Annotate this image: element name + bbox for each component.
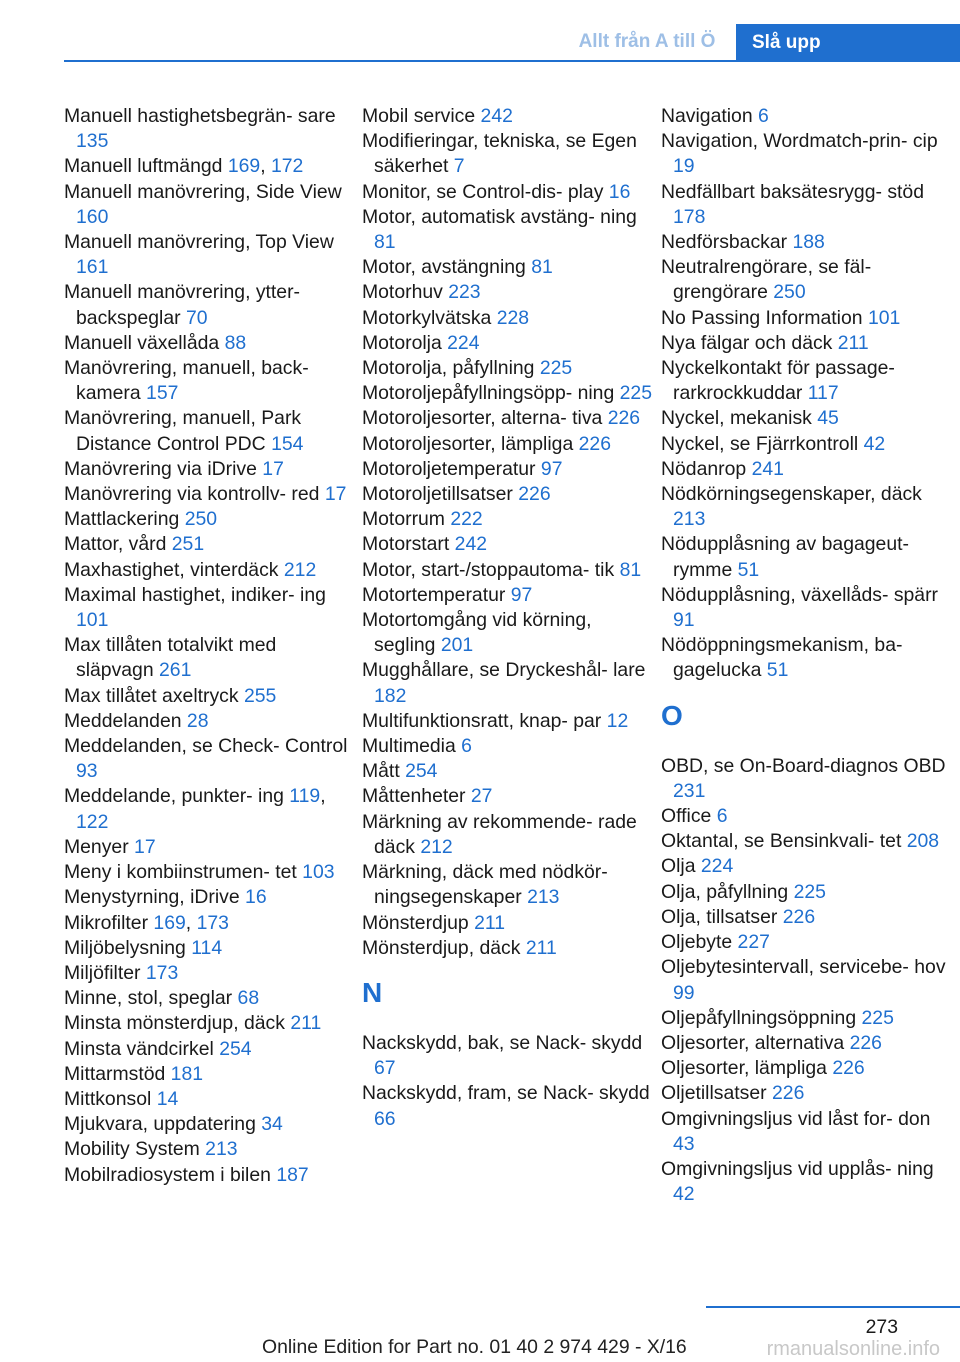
index-term: Neutralrengörare, se fäl‐ grengörare — [661, 256, 872, 304]
index-entry — [661, 306, 951, 331]
page-link[interactable]: 97 — [540, 457, 563, 480]
index-entry — [64, 482, 354, 507]
page-link[interactable]: 81 — [619, 558, 642, 581]
page-link[interactable]: 182 — [374, 684, 407, 707]
page-link[interactable]: 6 — [758, 105, 769, 127]
index-entry — [362, 129, 652, 179]
index-term: Motor, start-/stoppautoma‐ tik — [362, 558, 620, 581]
page-link[interactable]: 226 — [772, 1082, 805, 1105]
page-link[interactable]: 226 — [518, 483, 551, 506]
page-link[interactable]: 231 — [673, 779, 706, 802]
index-term: Manövrering via kontrollv‐ red — [64, 483, 325, 506]
index-term: Manuell manövrering, Top View — [64, 231, 334, 254]
index-term: Manövrering, manuell, back‐ kamera — [64, 357, 309, 405]
index-entry — [64, 709, 354, 734]
index-entry — [362, 936, 652, 961]
index-term: Maxhastighet, vinterdäck — [64, 558, 284, 581]
page-link[interactable]: 19 — [673, 155, 695, 178]
page-link[interactable]: 228 — [496, 306, 530, 329]
page-link[interactable]: 14 — [156, 1087, 179, 1110]
index-term: Menyer — [64, 835, 135, 858]
index-term: Maximal hastighet, indiker‐ ing — [64, 583, 326, 606]
index-entry — [661, 633, 951, 683]
index-term: Meddelanden — [64, 709, 187, 732]
index-entry — [64, 583, 354, 633]
index-entry — [661, 180, 951, 230]
index-term: Modifieringar, tekniska, se Egen säkerhet — [362, 130, 637, 178]
index-term: Nödupplåsning av bagageut‐ rymme — [661, 533, 909, 581]
index-term: Nödanrop — [661, 457, 752, 480]
index-term: Oljesorter, alternativa — [661, 1031, 850, 1054]
index-entry — [661, 1006, 951, 1031]
index-term: Olja, tillsatser — [661, 905, 783, 928]
page-link[interactable]: 28 — [186, 709, 209, 732]
index-term: Nyckel, se Fjärrkontroll — [661, 432, 864, 455]
page-link[interactable]: 242 — [480, 105, 513, 127]
page-link[interactable]: 213 — [205, 1138, 238, 1161]
page-link[interactable]: 226 — [782, 905, 816, 928]
index-term: Olja — [661, 855, 701, 878]
page-header — [0, 0, 960, 62]
index-entry — [64, 986, 354, 1011]
page-link[interactable]: 223 — [448, 281, 481, 304]
index-entry — [64, 684, 354, 709]
page-number: 273 — [865, 1316, 898, 1338]
page-link[interactable]: 261 — [159, 659, 192, 682]
index-term: Office — [661, 805, 717, 828]
index-entry — [661, 129, 951, 179]
page-link[interactable]: 225 — [619, 382, 652, 405]
page-link[interactable]: 225 — [539, 357, 573, 380]
index-term: Oljepåfyllningsöppning — [661, 1006, 862, 1029]
page-link[interactable]: 187 — [276, 1163, 309, 1186]
index-entry — [64, 885, 354, 910]
index-entry — [362, 457, 652, 482]
page-link[interactable]: 17 — [324, 483, 347, 506]
index-entry — [661, 754, 951, 804]
page-link[interactable]: 201 — [440, 634, 474, 657]
index-entry — [64, 532, 354, 557]
index-term: Nyckel, mekanisk — [661, 407, 818, 430]
index-term: Nackskydd, fram, se Nack‐ skydd — [362, 1082, 650, 1105]
index-entry — [661, 457, 951, 482]
index-term: Motorrum — [362, 508, 451, 531]
index-entry — [64, 835, 354, 860]
page-link[interactable]: 66 — [374, 1107, 396, 1130]
index-entry — [661, 331, 951, 356]
page-link[interactable]: 7 — [453, 155, 465, 178]
page-link[interactable]: 42 — [673, 1183, 695, 1206]
page-link[interactable]: 226 — [578, 432, 611, 455]
page-link[interactable]: 169 — [227, 155, 261, 178]
page-link[interactable]: 254 — [219, 1037, 252, 1060]
index-term: Meddelanden, se Check- Control — [64, 735, 348, 758]
index-term: Nedförsbackar — [661, 231, 793, 254]
index-entry — [64, 507, 354, 532]
section-letter: N — [362, 976, 383, 1008]
page-link[interactable]: 135 — [76, 130, 109, 153]
page-link[interactable]: 16 — [245, 886, 267, 909]
page-link[interactable]: 213 — [673, 508, 706, 531]
index-term: Motor, automatisk avstäng‐ ning — [362, 205, 637, 228]
index-entry — [661, 1157, 951, 1207]
page-link[interactable]: 42 — [863, 432, 886, 455]
index-entry — [64, 558, 354, 583]
page-link[interactable]: 81 — [374, 231, 396, 254]
page-link[interactable]: 211 — [837, 331, 869, 354]
index-term: Nackskydd, bak, se Nack‐ skydd — [362, 1031, 643, 1054]
index-term: No Passing Information — [661, 306, 868, 329]
index-entry — [64, 1112, 354, 1137]
index-term: Minsta vändcirkel — [64, 1037, 220, 1060]
index-entry — [661, 930, 951, 955]
index-entry — [362, 532, 652, 557]
page-link[interactable]: 250 — [773, 281, 806, 304]
index-entry — [661, 804, 951, 829]
page-link[interactable]: 251 — [171, 533, 205, 556]
page-link[interactable]: 212 — [420, 835, 453, 858]
index-term: Märkning av rekommende‐ rade däck — [362, 810, 637, 858]
page-link[interactable]: 211 — [474, 911, 506, 934]
page-link[interactable]: 117 — [807, 382, 839, 405]
page-link[interactable]: 160 — [76, 205, 109, 228]
index-term: Mönsterdjup, däck — [362, 936, 526, 959]
index-term: Mjukvara, uppdatering — [64, 1113, 262, 1136]
index-entry — [64, 860, 354, 885]
page-link[interactable]: 169 — [153, 911, 186, 934]
index-term: Miljöbelysning — [64, 936, 192, 959]
page-link[interactable]: 225 — [861, 1006, 894, 1029]
index-term: Motoroljetemperatur — [362, 457, 541, 480]
breadcrumb[interactable]: Allt från A till Ö — [578, 31, 716, 52]
index-term: Oktantal, se Bensinkvali‐ tet — [661, 830, 907, 853]
index-term: Mobilradiosystem i bilen — [64, 1163, 277, 1186]
index-entry — [362, 810, 652, 860]
index-entry — [362, 356, 652, 381]
index-term: Motorolja — [362, 331, 448, 354]
index-entry: Mikrofilter 169, 173 — [64, 911, 229, 934]
page-link[interactable]: 51 — [737, 558, 760, 581]
index-term: Motor, avstängning — [362, 256, 532, 279]
index-term: Minne, stol, speglar — [64, 987, 238, 1010]
page-link[interactable]: 188 — [792, 231, 825, 254]
index-entry — [362, 180, 652, 205]
index-column-2 — [362, 104, 652, 1132]
page-link[interactable]: 17 — [262, 457, 284, 480]
page-link[interactable]: 242 — [454, 533, 488, 556]
page-link[interactable]: 68 — [237, 987, 260, 1010]
index-term: Motortomgång vid körning, segling — [362, 609, 592, 657]
index-term: Nödkörningsegenskaper, däck — [661, 483, 922, 506]
index-term: Mikrofilter — [64, 911, 154, 934]
page-link[interactable]: 212 — [283, 558, 317, 581]
index-entry — [362, 583, 652, 608]
page-link[interactable]: 43 — [673, 1132, 695, 1155]
page-link[interactable]: 173 — [145, 961, 179, 984]
index-term: Mattor, vård — [64, 533, 172, 556]
index-term: Olja, påfyllning — [661, 880, 794, 903]
index-term: Oljesorter, lämpliga — [661, 1057, 833, 1080]
index-entry — [362, 709, 652, 734]
index-term: Navigation — [661, 105, 759, 127]
page-link[interactable]: 208 — [906, 830, 940, 853]
page-link[interactable]: 255 — [243, 684, 277, 707]
index-term: Nödupplåsning, växellåds‐ spärr — [661, 583, 939, 606]
index-entry — [64, 280, 354, 330]
index-term: Minsta mönsterdjup, däck — [64, 1012, 291, 1035]
index-term: OBD, se On-Board-diagnos OBD — [661, 754, 946, 777]
page-link[interactable]: 157 — [146, 382, 179, 405]
index-entry — [64, 1137, 354, 1162]
index-term: Mittkonsol — [64, 1087, 157, 1110]
index-term: Meddelande, punkter‐ ing — [64, 785, 290, 808]
index-entry — [64, 734, 354, 784]
index-term: Motoroljetillsatser — [362, 483, 519, 506]
index-term: Nya fälgar och däck — [661, 331, 838, 354]
page-link[interactable]: 226 — [607, 407, 641, 430]
page-link[interactable]: 122 — [76, 810, 109, 833]
index-entry — [362, 658, 652, 708]
index-term: Motorolja, påfyllning — [362, 357, 540, 380]
page-link[interactable]: 227 — [737, 931, 770, 954]
section-tab[interactable]: Slå upp — [736, 24, 960, 62]
index-term: Oljetillsatser — [661, 1082, 772, 1105]
index-entry — [362, 482, 652, 507]
page-link[interactable]: 34 — [261, 1113, 283, 1136]
page-link[interactable]: 172 — [270, 155, 304, 178]
page-link[interactable]: 51 — [766, 659, 789, 682]
index-entry — [362, 205, 652, 255]
index-term: Multifunktionsratt, knap‐ par — [362, 709, 607, 732]
index-entry — [362, 306, 652, 331]
index-entry — [362, 432, 652, 457]
index-term: Max tillåten totalvikt med släpvagn — [64, 634, 277, 682]
index-entry — [362, 381, 652, 406]
index-term: Oljebyte — [661, 931, 738, 954]
index-entry — [661, 854, 951, 879]
index-entry — [661, 432, 951, 457]
index-column-1 — [64, 104, 354, 1188]
index-entry — [661, 583, 951, 633]
page-link[interactable]: 16 — [608, 180, 631, 203]
page-link[interactable]: 119 — [289, 785, 321, 808]
index-entry — [64, 1037, 354, 1062]
index-term: Måttenheter — [362, 785, 471, 808]
index-term: Motoroljesorter, lämpliga — [362, 432, 579, 455]
page-link[interactable]: 88 — [224, 331, 247, 354]
page-link[interactable]: 226 — [832, 1057, 865, 1080]
watermark: rmanualsonline.info — [766, 1338, 940, 1360]
page-link[interactable]: 93 — [76, 760, 98, 783]
page-link[interactable]: 17 — [134, 835, 156, 858]
index-term: Meny i kombiinstrumen‐ tet — [64, 861, 303, 884]
index-entry — [362, 911, 652, 936]
page-link[interactable]: 224 — [700, 855, 734, 878]
index-entry — [661, 356, 951, 406]
index-entry — [64, 936, 354, 961]
page-link[interactable]: 222 — [450, 508, 483, 531]
index-entry — [661, 880, 951, 905]
index-entry — [64, 180, 354, 230]
index-term: Manuell hastighetsbegrän‐ sare — [64, 105, 336, 127]
index-entry — [661, 482, 951, 532]
index-entry — [661, 905, 951, 930]
index-entry — [661, 406, 951, 431]
index-entry — [661, 104, 951, 129]
page-link[interactable]: 45 — [817, 407, 839, 430]
index-term: Märkning, däck med nödkör‐ ningsegenskaper — [362, 861, 608, 909]
index-term: Monitor, se Control-dis‐ play — [362, 180, 609, 203]
index-entry — [362, 1031, 652, 1081]
index-term: Mittarmstöd — [64, 1062, 171, 1085]
index-entry — [64, 230, 354, 280]
index-term: Manuell manövrering, ytter‐ backspeglar — [64, 281, 301, 329]
page-link[interactable]: 254 — [405, 760, 438, 783]
index-entry — [64, 1062, 354, 1087]
index-entry — [661, 255, 951, 305]
index-entry — [64, 961, 354, 986]
index-entry — [362, 104, 652, 129]
index-entry — [362, 507, 652, 532]
index-term: Manuell växellåda — [64, 331, 225, 354]
index-term: Mobil service — [362, 105, 481, 127]
index-term: Nyckelkontakt för passage‐ rarkrockkuddar — [661, 357, 895, 405]
index-entry — [661, 1056, 951, 1081]
page-link[interactable]: 173 — [196, 911, 229, 934]
page-link[interactable]: 154 — [271, 432, 304, 455]
index-entry: Meddelande, punkter‐ ing 119, 122 — [64, 785, 326, 833]
index-entry — [64, 356, 354, 406]
index-entry — [64, 104, 354, 154]
page-link[interactable]: 27 — [470, 785, 493, 808]
index-term: Nödöppningsmekanism, ba‐ gagelucka — [661, 634, 903, 682]
page-link[interactable]: 241 — [751, 457, 784, 480]
index-entry — [661, 829, 951, 854]
page-link[interactable]: 114 — [191, 936, 223, 959]
index-entry: Manuell luftmängd 169, 172 — [64, 155, 304, 178]
index-term: Motorhuv — [362, 281, 449, 304]
section-letter: O — [661, 699, 683, 731]
index-entry — [661, 1081, 951, 1106]
index-term: Manövrering, manuell, Park Distance Control PDC — [64, 407, 302, 455]
index-entry — [362, 558, 652, 583]
page-link[interactable]: 70 — [185, 306, 208, 329]
page-link[interactable]: 213 — [527, 886, 560, 909]
page-link[interactable]: 161 — [76, 256, 109, 279]
index-entry — [64, 406, 354, 456]
page-link[interactable]: 178 — [673, 205, 706, 228]
page-link[interactable]: 101 — [76, 609, 109, 632]
page-link[interactable]: 225 — [793, 880, 826, 903]
index-entry — [362, 860, 652, 910]
index-entry — [64, 633, 354, 683]
index-entry — [661, 1107, 951, 1157]
index-term: Navigation, Wordmatch-prin‐ cip — [661, 130, 938, 153]
edition-note: Online Edition for Part no. 01 40 2 974 429 - X/16 — [262, 1336, 687, 1358]
index-term: Motoroljesorter, alterna‐ tiva — [362, 407, 608, 430]
page-link[interactable]: 81 — [531, 256, 553, 279]
index-term: Motorstart — [362, 533, 455, 556]
page-link[interactable]: 6 — [461, 735, 472, 758]
index-term: Manövrering via iDrive — [64, 457, 263, 480]
page-link[interactable]: 250 — [184, 508, 218, 531]
index-term: Omgivningsljus vid upplås‐ ning — [661, 1157, 934, 1180]
page-link[interactable]: 97 — [510, 583, 533, 606]
index-term: Omgivningsljus vid låst for‐ don — [661, 1107, 931, 1130]
index-term: Mattlackering — [64, 508, 185, 531]
page-link[interactable]: 67 — [374, 1057, 396, 1080]
index-entry — [661, 230, 951, 255]
index-term: Mått — [362, 760, 406, 783]
index-entry — [362, 1081, 652, 1131]
index-term: Mönsterdjup — [362, 911, 475, 934]
index-entry — [661, 532, 951, 582]
index-term: Manuell manövrering, Side View — [64, 180, 342, 203]
index-column-3 — [661, 104, 951, 1207]
page-link[interactable]: 6 — [716, 805, 728, 828]
index-term: Manuell luftmängd — [64, 155, 228, 178]
page-link[interactable]: 211 — [290, 1012, 322, 1035]
page-link[interactable]: 181 — [170, 1062, 204, 1085]
page-link[interactable]: 91 — [673, 609, 695, 632]
page-link[interactable]: 224 — [447, 331, 480, 354]
page-link[interactable]: 101 — [867, 306, 901, 329]
index-term: Nedfällbart baksätesrygg‐ stöd — [661, 180, 924, 203]
index-entry — [64, 1163, 354, 1188]
index-term: Miljöfilter — [64, 961, 146, 984]
index-entry — [64, 457, 354, 482]
index-term: Mugghållare, se Dryckeshål‐ lare — [362, 659, 646, 682]
index-entry — [362, 331, 652, 356]
index-entry — [362, 280, 652, 305]
index-entry — [64, 1011, 354, 1036]
index-term: Menystyrning, iDrive — [64, 886, 246, 909]
index-entry — [64, 331, 354, 356]
index-entry — [362, 784, 652, 809]
index-term: Motortemperatur — [362, 583, 511, 606]
index-term: Motoroljepåfyllningsöpp‐ ning — [362, 382, 620, 405]
header-rule — [64, 60, 960, 62]
index-term: Oljebytesintervall, servicebe‐ hov — [661, 956, 946, 979]
index-entry — [661, 955, 951, 1005]
index-term: Multimedia — [362, 735, 462, 758]
footer-rule — [706, 1306, 960, 1308]
index-entry — [362, 255, 652, 280]
index-entry — [362, 406, 652, 431]
index-term: Motorkylvätska — [362, 306, 497, 329]
index-entry — [64, 1087, 354, 1112]
page-link[interactable]: 99 — [673, 981, 695, 1004]
index-term: Max tillåtet axeltryck — [64, 684, 244, 707]
index-entry — [362, 608, 652, 658]
page-link[interactable]: 226 — [849, 1031, 882, 1054]
page-link[interactable]: 103 — [302, 861, 335, 884]
index-entry — [362, 734, 652, 759]
index-entry — [661, 1031, 951, 1056]
index-term: Mobility System — [64, 1138, 206, 1161]
page-link[interactable]: 12 — [606, 709, 629, 732]
page-link[interactable]: 211 — [525, 936, 557, 959]
index-entry — [362, 759, 652, 784]
